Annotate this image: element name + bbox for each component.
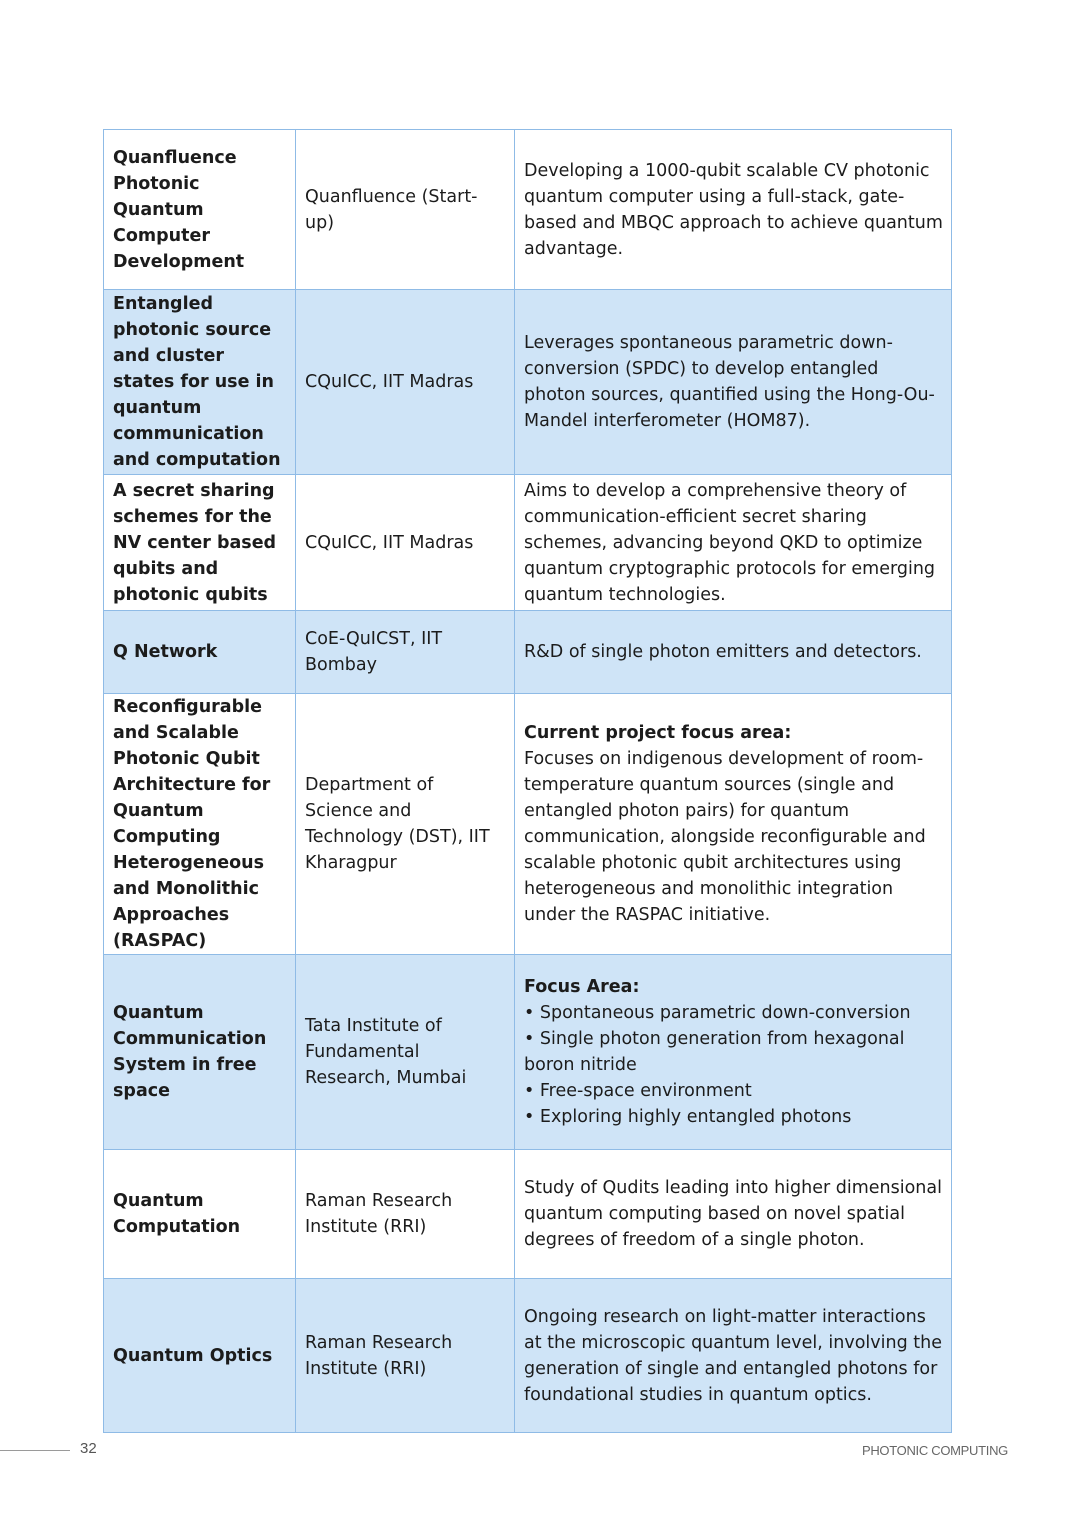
project-description: Developing a 1000-qubit scalable CV photonic quantum computer using a full-stack, gate-based and MBQC approach to achieve quantum advantage.	[515, 130, 952, 290]
project-description: Focuses on indigenous development of room-temperature quantum sources (single and entangled photon pairs) for quantum communication, alongside reconfigurable and scalable photonic qubit architectures using heterogeneous and monolithic integration under the RASPAC initiative.	[524, 749, 926, 925]
table-row	[104, 694, 952, 955]
project-title: A secret sharing schemes for the NV center based qubits and photonic qubits	[104, 475, 296, 611]
project-institution: CoE-QuICST, IIT Bombay	[296, 611, 515, 694]
project-title: Reconfigurable and Scalable Photonic Qubit Architecture for Quantum Computing Heterogeneous and Monolithic Approaches (RASPAC)	[104, 694, 296, 955]
project-title: Quanfluence Photonic Quantum Computer Development	[104, 130, 296, 290]
footer-rule	[0, 1450, 70, 1451]
running-head: PHOTONIC COMPUTING	[861, 1443, 1008, 1458]
project-description-cell	[515, 694, 952, 955]
projects-table	[103, 129, 952, 1433]
project-description: R&D of single photon emitters and detectors.	[515, 611, 952, 694]
project-institution: CQuICC, IIT Madras	[296, 290, 515, 475]
focus-heading: Current project focus area:	[524, 723, 792, 743]
focus-bullet: • Spontaneous parametric down-conversion	[524, 1003, 911, 1023]
focus-heading: Focus Area:	[524, 977, 640, 997]
table-row	[104, 1279, 952, 1433]
project-institution: Department of Science and Technology (DST), IIT Kharagpur	[296, 694, 515, 955]
project-title: Quantum Computation	[104, 1150, 296, 1279]
project-title: Quantum Communication System in free space	[104, 955, 296, 1150]
table-row	[104, 611, 952, 694]
project-institution: CQuICC, IIT Madras	[296, 475, 515, 611]
project-institution: Tata Institute of Fundamental Research, Mumbai	[296, 955, 515, 1150]
project-title: Entangled photonic source and cluster states for use in quantum communication and computation	[104, 290, 296, 475]
project-description-cell	[515, 955, 952, 1150]
project-description: Ongoing research on light-matter interactions at the microscopic quantum level, involving the generation of single and entangled photons for foundational studies in quantum optics.	[515, 1279, 952, 1433]
table-row	[104, 475, 952, 611]
table-row	[104, 130, 952, 290]
project-institution: Raman Research Institute (RRI)	[296, 1150, 515, 1279]
focus-bullet: • Exploring highly entangled photons	[524, 1107, 852, 1127]
project-description: Leverages spontaneous parametric down-conversion (SPDC) to develop entangled photon sources, quantified using the Hong-Ou-Mandel interferometer (HOM87).	[515, 290, 952, 475]
project-title: Quantum Optics	[104, 1279, 296, 1433]
project-title: Q Network	[104, 611, 296, 694]
project-institution: Quanfluence (Start-up)	[296, 130, 515, 290]
table-row	[104, 955, 952, 1150]
table-row	[104, 290, 952, 475]
page-number: 32	[80, 1440, 97, 1457]
focus-bullet: • Single photon generation from hexagonal boron nitride	[524, 1029, 905, 1075]
table-row	[104, 1150, 952, 1279]
focus-bullet: • Free-space environment	[524, 1081, 752, 1101]
project-description: Aims to develop a comprehensive theory of communication-efficient secret sharing schemes, advancing beyond QKD to optimize quantum cryptographic protocols for emerging quantum technologies.	[515, 475, 952, 611]
project-institution: Raman Research Institute (RRI)	[296, 1279, 515, 1433]
project-description: Study of Qudits leading into higher dimensional quantum computing based on novel spatial degrees of freedom of a single photon.	[515, 1150, 952, 1279]
